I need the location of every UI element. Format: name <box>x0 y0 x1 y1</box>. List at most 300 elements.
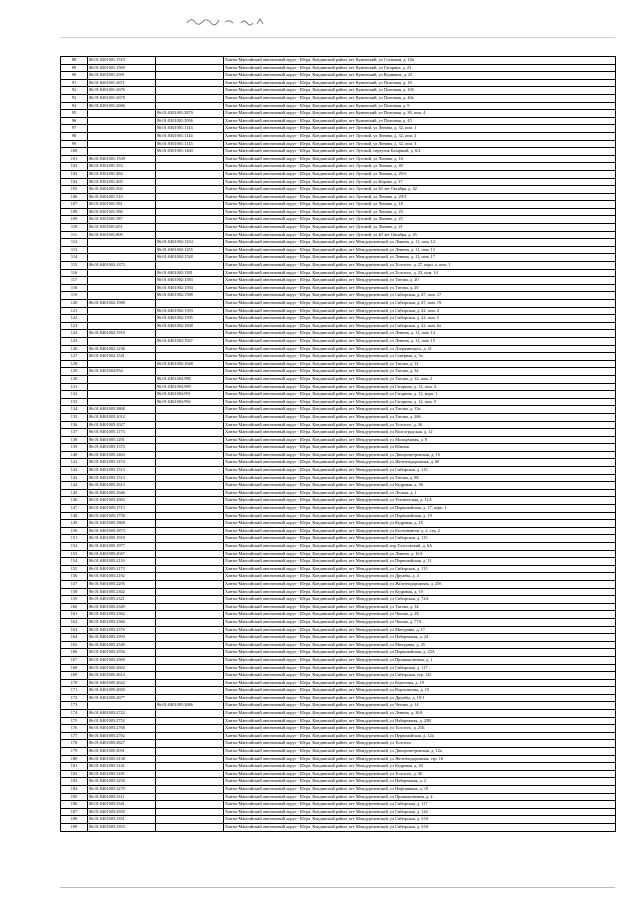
address-cell: Ханты-Мансийский автономный округ - Югра, Кондинский район, пгт Междуреченский, ул Ленина, д. 11, пом. 13 <box>224 246 616 254</box>
row-number-cell: 99 <box>61 140 88 148</box>
cadastral-number-cell: 86:01:0401005:2792 <box>88 732 156 740</box>
table-row <box>61 770 616 778</box>
row-number-cell: 120 <box>61 300 88 308</box>
row-number-cell: 126 <box>61 345 88 353</box>
table-row <box>61 512 616 520</box>
address-cell: Ханты-Мансийский автономный округ - Югра, Кондинский район, пгт Междуреченский, ул Титова, д. 15а <box>224 406 616 414</box>
address-cell: Ханты-Мансийский автономный округ - Югра, Кондинский район, пгт Междуреченский, ул Первомайская, д. 17, корп. 1 <box>224 505 616 513</box>
cadastral-number-cell: 86:01:0201001:2676 <box>88 87 156 95</box>
table-row <box>61 330 616 338</box>
cadastral-number-cell <box>88 125 156 133</box>
address-cell: Ханты-Мансийский автономный округ - Югра, Кондинский район, пгт Междуреченский, ул Космонавтов, д. 2, стр. 2 <box>224 527 616 535</box>
row-number-cell: 106 <box>61 193 88 201</box>
row-number-cell: 145 <box>61 489 88 497</box>
cadastral-number-cell <box>88 307 156 315</box>
table-row <box>61 269 616 277</box>
premises-cadastral-number-cell <box>156 823 224 831</box>
row-number-cell: 110 <box>61 224 88 232</box>
table-row <box>61 520 616 528</box>
premises-cadastral-number-cell <box>156 57 224 65</box>
premises-cadastral-number-cell <box>156 429 224 437</box>
row-number-cell: 164 <box>61 634 88 642</box>
table-row <box>61 421 616 429</box>
address-cell: Ханты-Мансийский автономный округ - Югра, Кондинский район, пгт Куминский, ул Гагарина, д. 23 <box>224 64 616 72</box>
cadastral-number-cell: 86:01:0401005:3181 <box>88 770 156 778</box>
address-cell: Ханты-Мансийский автономный округ - Югра, Кондинский район, пгт Междуреченский, ул Толстого, д. 21Б <box>224 725 616 733</box>
address-cell: Ханты-Мансийский автономный округ - Югра, Кондинский район, пгт Междуреченский, ул Промышленная, д. 4 <box>224 793 616 801</box>
address-cell: Ханты-Мансийский автономный округ - Югра, Кондинский район, пгт Междуреченский, ул Ленина, д. 11, пом. 15 <box>224 337 616 345</box>
table-row <box>61 148 616 156</box>
table-row <box>61 413 616 421</box>
table-row <box>61 656 616 664</box>
table-row <box>61 641 616 649</box>
table-row <box>61 801 616 809</box>
address-cell: Ханты-Мансийский автономный округ - Югра, Кондинский район, пгт Междуреченский, ул Сибирская, д. 33А <box>224 816 616 824</box>
row-number-cell: 170 <box>61 679 88 687</box>
address-cell: Ханты-Мансийский автономный округ - Югра, Кондинский район, пгт Луговой, ул Кирова, д. 17 <box>224 178 616 186</box>
cadastral-number-cell: 86:01:0401005:1513 <box>88 474 156 482</box>
row-number-cell: 159 <box>61 596 88 604</box>
row-number-cell: 124 <box>61 330 88 338</box>
cadastral-number-cell <box>88 702 156 710</box>
premises-cadastral-number-cell <box>156 467 224 475</box>
address-cell: Ханты-Мансийский автономный округ - Югра, Кондинский район, пгт Междуреченский, ул Днепропетровская, д. 1б <box>224 451 616 459</box>
table-row <box>61 246 616 254</box>
premises-cadastral-number-cell <box>156 353 224 361</box>
row-number-cell: 171 <box>61 687 88 695</box>
premises-cadastral-number-cell <box>156 208 224 216</box>
address-cell: Ханты-Мансийский автономный округ - Югра, Кондинский район, пгт Луговой, ул 40 лет Октября, д. 42 <box>224 186 616 194</box>
table-row <box>61 79 616 87</box>
premises-cadastral-number-cell <box>156 178 224 186</box>
address-cell: Ханты-Мансийский автономный округ - Югра, Кондинский район, пгт Куминский, ул Почтовая, д. 10б <box>224 87 616 95</box>
table-row <box>61 603 616 611</box>
row-number-cell: 167 <box>61 656 88 664</box>
cadastral-number-cell: 86:01:0401005:2722 <box>88 710 156 718</box>
address-cell: Ханты-Мансийский автономный округ - Югра, Кондинский район, пгт Междуреченский, ул Сибирская, д. 33А <box>224 823 616 831</box>
table-row <box>61 672 616 680</box>
cadastral-number-cell: 86:01:0401005:1977 <box>88 543 156 551</box>
row-number-cell: 151 <box>61 535 88 543</box>
cadastral-number-cell: 86:01:0401005:3250 <box>88 778 156 786</box>
register-table <box>60 56 616 832</box>
row-number-cell: 133 <box>61 398 88 406</box>
row-number-cell: 187 <box>61 808 88 816</box>
row-number-cell: 166 <box>61 649 88 657</box>
address-cell: Ханты-Мансийский автономный округ - Югра, Кондинский район, пгт Междуреченский, ул Первомайская, д. 12а <box>224 732 616 740</box>
table-row <box>61 87 616 95</box>
address-cell: Ханты-Мансийский автономный округ - Югра, Кондинский район, пгт Междуреченский, ул Чехова, д. 77А <box>224 618 616 626</box>
address-cell: Ханты-Мансийский автономный округ - Югра, Кондинский район, пгт Междуреченский, ул Лесная, д. 1 <box>224 489 616 497</box>
table-row <box>61 444 616 452</box>
row-number-cell: 152 <box>61 543 88 551</box>
cadastral-number-cell: 86:01:0401005:2602 <box>88 664 156 672</box>
address-cell: Ханты-Мансийский автономный округ - Югра, Кондинский район, пгт Куминский, ул Почтовая, д. 9 <box>224 102 616 110</box>
row-number-cell: 184 <box>61 786 88 794</box>
row-number-cell: 103 <box>61 170 88 178</box>
address-cell: Ханты-Мансийский автономный округ - Югра, Кондинский район, пгт Междуреченский, ул Гагарина, д. 12, корп. 1 <box>224 391 616 399</box>
address-cell: Ханты-Мансийский автономный округ - Югра, Кондинский район, пгт Луговой, ул Ленина, д. 29-б <box>224 170 616 178</box>
cadastral-number-cell <box>88 337 156 345</box>
premises-cadastral-number-cell <box>156 641 224 649</box>
row-number-cell: 123 <box>61 322 88 330</box>
premises-cadastral-number-cell <box>156 664 224 672</box>
table-row <box>61 201 616 209</box>
row-number-cell: 139 <box>61 444 88 452</box>
row-number-cell: 105 <box>61 186 88 194</box>
premises-cadastral-number-cell <box>156 543 224 551</box>
premises-cadastral-number-cell <box>156 770 224 778</box>
cadastral-number-cell: 86:01:0401005:1918 <box>88 535 156 543</box>
cadastral-number-cell: 86:01:0401005:2173 <box>88 565 156 573</box>
row-number-cell: 95 <box>61 110 88 118</box>
cadastral-number-cell: 86:01:0401005:2295 <box>88 580 156 588</box>
cadastral-number-cell: 86:01:0401005:3311 <box>88 793 156 801</box>
table-row <box>61 482 616 490</box>
premises-cadastral-number-cell <box>156 588 224 596</box>
row-number-cell: 92 <box>61 87 88 95</box>
table-row <box>61 732 616 740</box>
address-cell: Ханты-Мансийский автономный округ - Югра, Кондинский район, пгт Междуреченский, ул Сибирская, д. 117 <box>224 801 616 809</box>
address-cell: Ханты-Мансийский автономный округ - Югра, Кондинский район, пгт Куминский, ул Сосновая, д. 10а <box>224 57 616 65</box>
cadastral-number-cell <box>88 132 156 140</box>
cadastral-number-cell: 86:01:0401005:1868 <box>88 520 156 528</box>
row-number-cell: 154 <box>61 558 88 566</box>
row-number-cell: 172 <box>61 694 88 702</box>
table-row <box>61 186 616 194</box>
premises-cadastral-number-cell <box>156 413 224 421</box>
address-cell: Ханты-Мансийский автономный округ - Югра, Кондинский район, пгт Междуреченский, ул Чехова, д. 2Б <box>224 611 616 619</box>
cadastral-number-cell: 86:01:0301001:353 <box>88 163 156 171</box>
cadastral-number-cell: 86:01:0401005:3270 <box>88 786 156 794</box>
table-row <box>61 64 616 72</box>
row-number-cell: 140 <box>61 451 88 459</box>
premises-cadastral-number-cell <box>156 550 224 558</box>
address-cell: Ханты-Мансийский автономный округ - Югра, Кондинский район, пгт Междуреченский, ул Южная <box>224 444 616 452</box>
table-row <box>61 573 616 581</box>
table-row <box>61 459 616 467</box>
row-number-cell: 160 <box>61 603 88 611</box>
row-number-cell: 102 <box>61 163 88 171</box>
cadastral-number-cell: 86:01:0201001:2591 <box>88 72 156 80</box>
table-row <box>61 383 616 391</box>
row-number-cell: 128 <box>61 360 88 368</box>
premises-cadastral-number-cell <box>156 801 224 809</box>
cadastral-number-cell: 86:01:0401005:2556 <box>88 649 156 657</box>
cadastral-number-cell: 86:01:0401005:2622 <box>88 679 156 687</box>
row-number-cell: 117 <box>61 277 88 285</box>
premises-cadastral-number-cell: 86:01:0401002:1255 <box>156 246 224 254</box>
table-row <box>61 239 616 247</box>
table-row <box>61 110 616 118</box>
row-number-cell: 168 <box>61 664 88 672</box>
address-cell: Ханты-Мансийский автономный округ - Югра, Кондинский район, пгт Междуреченский, ул Дзержинского, д. 21 <box>224 345 616 353</box>
cadastral-number-cell: 86:01:0401005:2116 <box>88 558 156 566</box>
address-cell: Ханты-Мансийский автономный округ - Югра, Кондинский район, пгт Куминский, ул Водников, д. 25 <box>224 72 616 80</box>
cadastral-number-cell: 86:01:0401005:1513 <box>88 467 156 475</box>
table-row <box>61 687 616 695</box>
table-row <box>61 596 616 604</box>
premises-cadastral-number-cell <box>156 618 224 626</box>
address-cell: Ханты-Мансийский автономный округ - Югра, Кондинский район, пгт Междуреченский, ул Мичурина, д. 17 <box>224 626 616 634</box>
table-row <box>61 527 616 535</box>
cadastral-number-cell: 86:01:0401005:2047 <box>88 550 156 558</box>
premises-cadastral-number-cell: 86:01:0401005:2686 <box>156 702 224 710</box>
row-number-cell: 90 <box>61 72 88 80</box>
row-number-cell: 135 <box>61 413 88 421</box>
table-row <box>61 580 616 588</box>
address-cell: Ханты-Мансийский автономный округ - Югра, Кондинский район, пгт Междуреченский, ул Сибирская, д. 124 <box>224 808 616 816</box>
address-cell: Ханты-Мансийский автономный округ - Югра, Кондинский район, пгт Междуреченский, ул Титова, д. 8Е <box>224 474 616 482</box>
premises-cadastral-number-cell <box>156 634 224 642</box>
table-row <box>61 224 616 232</box>
table-row <box>61 634 616 642</box>
cadastral-number-cell: 86:01:0401005:2768 <box>88 725 156 733</box>
row-number-cell: 131 <box>61 383 88 391</box>
premises-cadastral-number-cell <box>156 626 224 634</box>
address-cell: Ханты-Мансийский автономный округ - Югра, Кондинский район, пгт Луговой, ул Ленина, д. 49 <box>224 163 616 171</box>
table-row <box>61 778 616 786</box>
table-row <box>61 505 616 513</box>
row-number-cell: 176 <box>61 725 88 733</box>
address-cell: Ханты-Мансийский автономный округ - Югра, Кондинский район, пгт Междуреченский, ул Титова, д. 34 <box>224 368 616 376</box>
cadastral-number-cell: 86:01:0401005:1613 <box>88 482 156 490</box>
cadastral-number-cell: 86:01:0401002:1918 <box>88 330 156 338</box>
address-cell: Ханты-Мансийский автономный округ - Югра, Кондинский район, пгт Междуреченский, ул Толстого, д. 36 <box>224 770 616 778</box>
row-number-cell: 116 <box>61 269 88 277</box>
address-cell: Ханты-Мансийский автономный округ - Югра, Кондинский район, пгт Междуреченский, ул Ленина, д. 11, пом. 17 <box>224 254 616 262</box>
row-number-cell: 98 <box>61 132 88 140</box>
table-row <box>61 489 616 497</box>
table-row <box>61 170 616 178</box>
cadastral-number-cell: 86:01:0301001:484 <box>88 170 156 178</box>
premises-cadastral-number-cell <box>156 482 224 490</box>
cadastral-number-cell: 86:01:0401002:1588 <box>88 300 156 308</box>
premises-cadastral-number-cell: 86:01:0401002:1254 <box>156 239 224 247</box>
row-number-cell: 130 <box>61 375 88 383</box>
row-number-cell: 122 <box>61 315 88 323</box>
table-row <box>61 307 616 315</box>
cadastral-number-cell <box>88 246 156 254</box>
address-cell: Ханты-Мансийский автономный округ - Югра, Кондинский район, пгт Междуреченский, ул Титова, д. 34 <box>224 603 616 611</box>
row-number-cell: 162 <box>61 618 88 626</box>
table-row <box>61 178 616 186</box>
table-row <box>61 664 616 672</box>
table-row <box>61 808 616 816</box>
address-cell: Ханты-Мансийский автономный округ - Югра, Кондинский район, пгт Междуреченский, ул Титова, д. 20 <box>224 277 616 285</box>
premises-cadastral-number-cell <box>156 79 224 87</box>
premises-cadastral-number-cell <box>156 603 224 611</box>
row-number-cell: 91 <box>61 79 88 87</box>
address-cell: Ханты-Мансийский автономный округ - Югра, Кондинский район, пгт Междуреченский, ул Сибирская, стр. 123 <box>224 672 616 680</box>
table-row <box>61 368 616 376</box>
cadastral-number-cell: 86:01:0301001:587 <box>88 216 156 224</box>
address-cell: Ханты-Мансийский автономный округ - Югра, Кондинский район, пгт Междуреченский, ул Сибирская, д. 42, пом. 5 <box>224 315 616 323</box>
address-cell: Ханты-Мансийский автономный округ - Югра, Кондинский район, пгт Междуреченский, ул Гагарина, д. 12, пом. 5 <box>224 398 616 406</box>
table-row <box>61 558 616 566</box>
table-row <box>61 786 616 794</box>
row-number-cell: 93 <box>61 94 88 102</box>
table-row <box>61 565 616 573</box>
table-row <box>61 140 616 148</box>
row-number-cell: 175 <box>61 717 88 725</box>
table-row <box>61 694 616 702</box>
cadastral-number-cell: 86:01:0401005:1758 <box>88 512 156 520</box>
address-cell: Ханты-Мансийский автономный округ - Югра, Кондинский район, пгт Луговой, ул Ленина, д. 32, пом. 1 <box>224 125 616 133</box>
row-number-cell: 146 <box>61 497 88 505</box>
table-row <box>61 816 616 824</box>
premises-cadastral-number-cell <box>156 710 224 718</box>
premises-cadastral-number-cell <box>156 474 224 482</box>
premises-cadastral-number-cell <box>156 580 224 588</box>
premises-cadastral-number-cell <box>156 558 224 566</box>
address-cell: Ханты-Мансийский автономный округ - Югра, Кондинский район, пгт Междуреченский, ул Первомайская, д. 19 <box>224 512 616 520</box>
row-number-cell: 169 <box>61 672 88 680</box>
row-number-cell: 153 <box>61 550 88 558</box>
cadastral-number-cell: 86:01:0401005:2650 <box>88 687 156 695</box>
table-row <box>61 132 616 140</box>
table-row <box>61 254 616 262</box>
premises-cadastral-number-cell <box>156 740 224 748</box>
address-cell: Ханты-Мансийский автономный округ - Югра, Кондинский район, пгт Междуреченский, ул Толстого, д. 36 <box>224 421 616 429</box>
cadastral-number-cell <box>88 140 156 148</box>
row-number-cell: 114 <box>61 254 88 262</box>
row-number-cell: 132 <box>61 391 88 399</box>
premises-cadastral-number-cell <box>156 170 224 178</box>
address-cell: Ханты-Мансийский автономный округ - Югра, Кондинский район, пгт Луговой, ул Ленина, д. 23 <box>224 208 616 216</box>
premises-cadastral-number-cell <box>156 808 224 816</box>
cadastral-number-cell <box>88 269 156 277</box>
address-cell: Ханты-Мансийский автономный округ - Югра, Кондинский район, пгт Луговой, переулок Базарный, д. 6/2 <box>224 148 616 156</box>
premises-cadastral-number-cell <box>156 94 224 102</box>
cadastral-number-cell: 86:01:0401005:1173 <box>88 429 156 437</box>
cadastral-number-cell: 86:01:0401005:1715 <box>88 505 156 513</box>
row-number-cell: 174 <box>61 710 88 718</box>
cadastral-number-cell: 86:01:0401002:1373 <box>88 262 156 270</box>
cadastral-number-cell <box>88 117 156 125</box>
address-cell: Ханты-Мансийский автономный округ - Югра, Кондинский район, пгт Междуреченский, ул Волгоградская, д. 12 <box>224 429 616 437</box>
premises-cadastral-number-cell <box>156 345 224 353</box>
address-cell: Ханты-Мансийский автономный округ - Югра, Кондинский район, пгт Междуреченский, ул Береговая, д. 19 <box>224 679 616 687</box>
table-row <box>61 117 616 125</box>
premises-cadastral-number-cell <box>156 732 224 740</box>
address-cell: Ханты-Мансийский автономный округ - Югра, Кондинский район, пгт Междуреченский, ул Набережная, д. 24 <box>224 634 616 642</box>
cadastral-number-cell <box>88 391 156 399</box>
table-row <box>61 125 616 133</box>
table-row <box>61 755 616 763</box>
cadastral-number-cell: 86:01:0401005:1027 <box>88 421 156 429</box>
premises-cadastral-number-cell: 86:01:0401002:1528 <box>156 254 224 262</box>
row-number-cell: 186 <box>61 801 88 809</box>
address-cell: Ханты-Мансийский автономный округ - Югра, Кондинский район, пгт Междуреченский, пер Толстовский, д. 6А <box>224 543 616 551</box>
cadastral-number-cell: 86:01:0401005:1012 <box>88 413 156 421</box>
row-number-cell: 144 <box>61 482 88 490</box>
premises-cadastral-number-cell: 86:01:0301001:1143 <box>156 125 224 133</box>
row-number-cell: 129 <box>61 368 88 376</box>
table-row <box>61 345 616 353</box>
address-cell: Ханты-Мансийский автономный округ - Югра, Кондинский район, пгт Куминский, ул Почтовая, д. 18 <box>224 79 616 87</box>
premises-cadastral-number-cell <box>156 573 224 581</box>
address-cell: Ханты-Мансийский автономный округ - Югра, Кондинский район, пгт Куминский, ул Почтовая, д. 40а <box>224 94 616 102</box>
row-number-cell: 143 <box>61 474 88 482</box>
premises-cadastral-number-cell: 86:01:0401004:991 <box>156 391 224 399</box>
row-number-cell: 183 <box>61 778 88 786</box>
cadastral-number-cell: 86:01:0401005:2321 <box>88 596 156 604</box>
premises-cadastral-number-cell <box>156 687 224 695</box>
table-row <box>61 360 616 368</box>
cadastral-number-cell <box>88 292 156 300</box>
premises-cadastral-number-cell <box>156 679 224 687</box>
table-row <box>61 391 616 399</box>
address-cell: Ханты-Мансийский автономный округ - Югра, Кондинский район, пгт Междуреченский, ул Северная, д. 5а <box>224 353 616 361</box>
cadastral-number-cell: 86:01:0401005:2349 <box>88 603 156 611</box>
premises-cadastral-number-cell <box>156 793 224 801</box>
premises-cadastral-number-cell: 86:01:0401004:992 <box>156 398 224 406</box>
premises-cadastral-number-cell <box>156 672 224 680</box>
cadastral-number-cell: 86:01:0401005:3138 <box>88 755 156 763</box>
address-cell: Ханты-Мансийский автономный округ - Югра, Кондинский район, пгт Междуреченский, ул Кедровая, д. 38 <box>224 482 616 490</box>
table-row <box>61 292 616 300</box>
row-number-cell: 138 <box>61 436 88 444</box>
cadastral-number-cell: 86:01:0301001:1539 <box>88 155 156 163</box>
row-number-cell: 148 <box>61 512 88 520</box>
premises-cadastral-number-cell <box>156 231 224 239</box>
row-number-cell: 111 <box>61 231 88 239</box>
table-row <box>61 155 616 163</box>
table-row <box>61 451 616 459</box>
cadastral-number-cell: 86:01:0401005:2362 <box>88 611 156 619</box>
cadastral-number-cell <box>88 277 156 285</box>
premises-cadastral-number-cell <box>156 763 224 771</box>
premises-cadastral-number-cell <box>156 611 224 619</box>
table-row <box>61 375 616 383</box>
table-row <box>61 474 616 482</box>
table-row <box>61 353 616 361</box>
address-cell: Ханты-Мансийский автономный округ - Югра, Кондинский район, пгт Междуреченский, ул Дружбы, д. 10-1 <box>224 694 616 702</box>
cadastral-number-cell: 86:01:0401005:3351 <box>88 816 156 824</box>
address-cell: Ханты-Мансийский автономный округ - Югра, Кондинский район, пгт Междуреченский, ул Сибирская, д. 72А <box>224 596 616 604</box>
cadastral-number-cell: 86:01:0401005:2549 <box>88 641 156 649</box>
address-cell: Ханты-Мансийский автономный округ - Югра, Кондинский район, пгт Междуреченский, ул Первомайская, д. 11 <box>224 558 616 566</box>
premises-cadastral-number-cell <box>156 649 224 657</box>
cadastral-number-cell: 86:01:0401005:2393 <box>88 634 156 642</box>
register-table-body <box>61 57 616 832</box>
address-cell: Ханты-Мансийский автономный округ - Югра, Кондинский район, пгт Междуреченский, ул Молодёжная, д. 8 <box>224 436 616 444</box>
table-row <box>61 543 616 551</box>
address-cell: Ханты-Мансийский автономный округ - Югра, Кондинский район, пгт Междуреченский, ул Железнодорожная, д. 25б <box>224 580 616 588</box>
top-rule <box>60 37 615 38</box>
row-number-cell: 158 <box>61 588 88 596</box>
table-row <box>61 208 616 216</box>
table-row <box>61 535 616 543</box>
address-cell: Ханты-Мансийский автономный округ - Югра, Кондинский район, пгт Луговой, ул Ленина, д. 32, пом. 3 <box>224 140 616 148</box>
address-cell: Ханты-Мансийский автономный округ - Югра, Кондинский район, пгт Междуреченский, ул Сибирская, д. 47, пом. 17 <box>224 292 616 300</box>
address-cell: Ханты-Мансийский автономный округ - Югра, Кондинский район, пгт Междуреченский, ул Кедровая, д. 20 <box>224 763 616 771</box>
table-row <box>61 649 616 657</box>
cadastral-number-cell: 86:01:0401004:954 <box>88 368 156 376</box>
premises-cadastral-number-cell <box>156 330 224 338</box>
cadastral-number-cell: 86:01:0401005:2376 <box>88 626 156 634</box>
address-cell: Ханты-Мансийский автономный округ - Югра, Кондинский район, пгт Междуреченский, ул Первомайская, д. 23А <box>224 649 616 657</box>
cadastral-number-cell: 86:01:0401005:3350 <box>88 808 156 816</box>
address-cell: Ханты-Мансийский автономный округ - Югра, Кондинский район, пгт Луговой, ул Ленина, д. 25 <box>224 216 616 224</box>
address-cell: Ханты-Мансийский автономный округ - Югра, Кондинский район, пгт Междуреченский, ул Сибирская, д. 47, пом. 19 <box>224 300 616 308</box>
cadastral-number-cell: 86:01:0401005:2302 <box>88 588 156 596</box>
table-row <box>61 406 616 414</box>
address-cell: Ханты-Мансийский автономный округ - Югра, Кондинский район, пгт Междуреченский, ул Ворошилова, д. 19 <box>224 687 616 695</box>
cadastral-number-cell: 86:01:0401005:3868 <box>88 406 156 414</box>
address-cell: Ханты-Мансийский автономный округ - Югра, Кондинский район, пгт Луговой, ул Ленина, д. 21 <box>224 224 616 232</box>
